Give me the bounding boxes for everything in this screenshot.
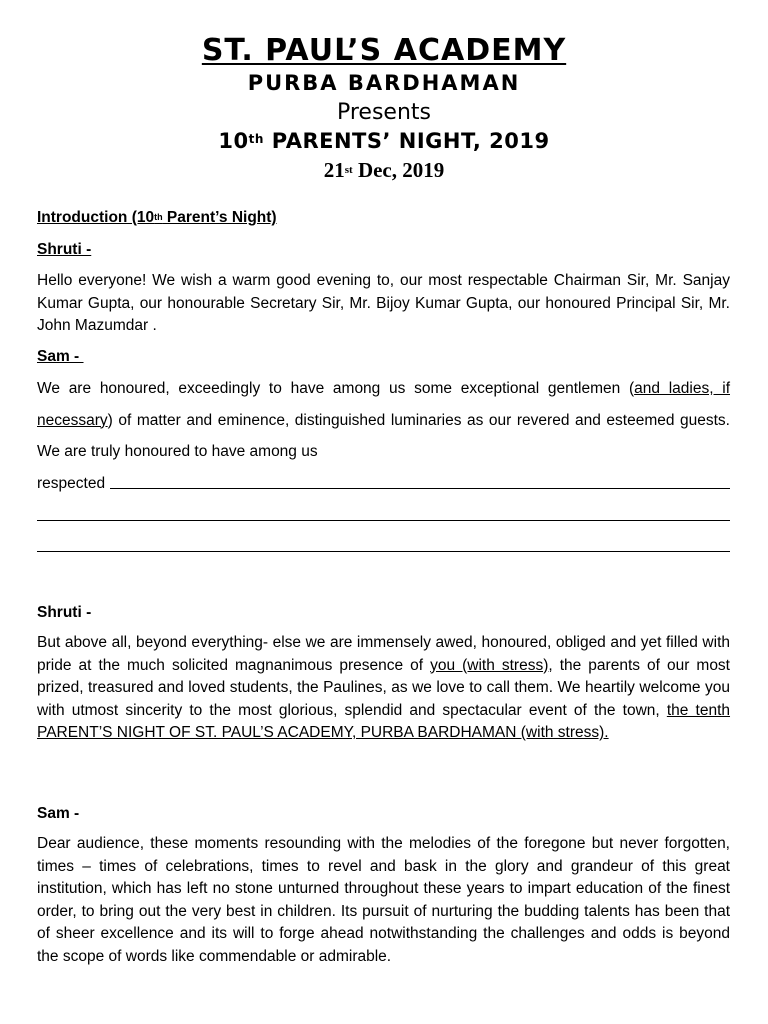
section-heading-suffix: th [154,212,163,222]
date-ordinal-suffix: st [344,164,353,176]
paragraph-welcome: Hello everyone! We wish a warm good evening to, our most respectable Chairman Sir, Mr. Sanjay Kumar Gupta, our honourable Secretary Sir, Mr. Bijoy Kumar Gupta, our honoured Principal Sir, Mr. John Mazumdar . [37,272,730,334]
paragraph-parents-underlined-end: the tenth PARENT’S NIGHT OF ST. PAUL’S ACADEMY, PURBA BARDHAMAN (with stress). [37,701,731,741]
blank-fill-line [37,551,730,552]
school-location: PURBA BARDHAMAN [247,71,521,95]
speaker-label: Shruti - [37,241,92,258]
school-title [0,32,768,70]
paragraph-guests [37,373,730,468]
speaker-label: Shruti - [37,604,92,621]
blank-fill-line [110,488,730,489]
paragraph-parents-text: But above all, beyond everything- else we are immensely awed, honoured, obliged and yet filled with pride at the much solicited magnanimous presence of [37,634,730,674]
respected-line [37,473,730,495]
paragraph-guests-text: We are honoured, exceedingly to have among us some exceptional gentlemen ( [37,380,635,397]
event-ordinal-suffix: th [248,132,264,146]
paragraph-parents-underlined: you (with stress) [430,656,549,674]
school-name: ST. PAUL’S ACADEMY [201,33,567,68]
presents-line: Presents [336,100,431,125]
speaker-label: Sam - [37,805,80,822]
paragraph-guests-underlined: and ladies, if necessary [37,380,730,429]
event-title [0,127,768,155]
section-heading-text-end: Parent’s Night) [162,209,277,226]
speaker-label: Sam - [37,348,84,365]
event-name: PARENTS’ NIGHT, 2019 [263,129,550,153]
paragraph-guests-text-end: ) of matter and eminence, distinguished luminaries as our revered and esteemed guests. We are truly honoured to have among us [37,411,730,460]
paragraph-parents [37,632,730,745]
event-number: 10 [218,129,249,153]
blank-fill-line [37,520,730,521]
paragraph-parents-text-mid: , the parents of our most prized, treasured and loved students, the Paulines, as we love to call them. We heartily welcome you with utmost sincerity to the most glorious, splendid and spectacular event of the town, [37,656,730,719]
paragraph-audience: Dear audience, these moments resounding with the melodies of the foregone but never forgotten, times – times of celebrations, times to revel and bask in the glory and grandeur of this great institution, which has left no stone unturned throughout these years to impart education of the finest order, to bring out the very best in children. Its pursuit of nurturing the budding talents has been that of sheer excellence and its will to forge ahead notwithstanding the challenges and odds is beyond the scope of words like commendable or admirable. [37,835,730,965]
section-heading [37,207,730,229]
date-month-year: Dec, 2019 [352,158,445,182]
date-day: 21 [323,158,345,182]
event-date [0,156,768,184]
respected-label: respected [37,475,106,492]
section-heading-text: Introduction (10 [37,209,155,226]
